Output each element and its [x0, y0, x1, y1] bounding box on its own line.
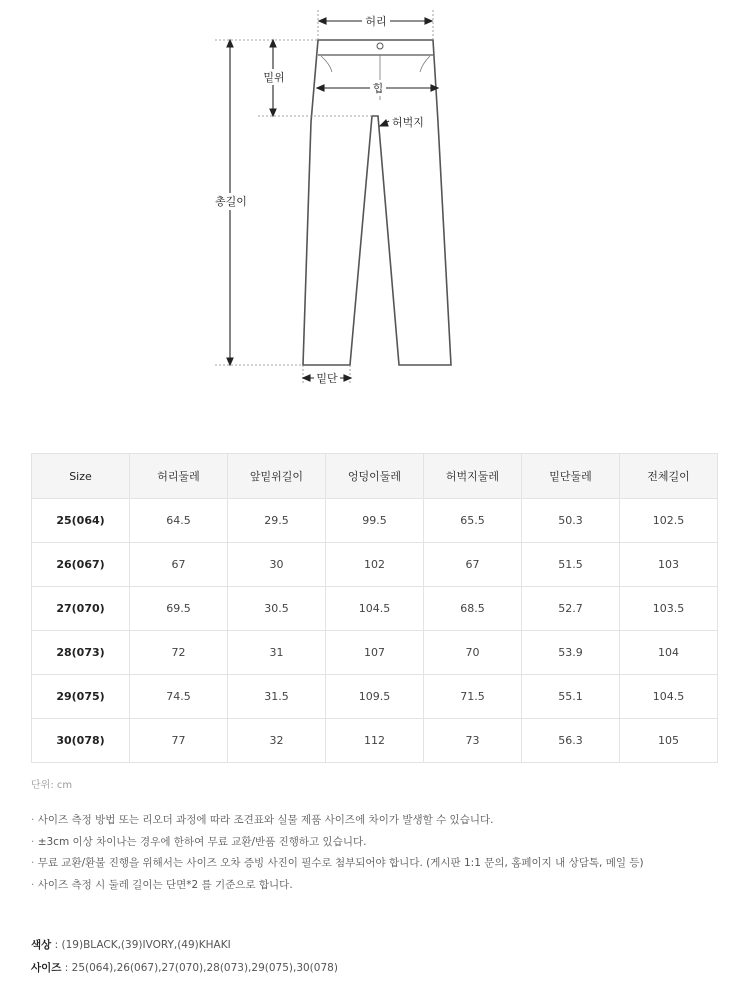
- table-cell: 31: [228, 631, 326, 675]
- size-cell: 27(070): [32, 587, 130, 631]
- note-item: · 무료 교환/환불 진행을 위해서는 사이즈 오차 증빙 사진이 필수로 첨부되어야 합니다. (게시판 1:1 문의, 홈페이지 내 상담톡, 메일 등): [31, 853, 644, 875]
- table-cell: 104.5: [620, 675, 718, 719]
- table-cell: 72: [130, 631, 228, 675]
- size-notes: [31, 810, 644, 896]
- table-row: [32, 587, 718, 631]
- table-cell: 69.5: [130, 587, 228, 631]
- table-row: [32, 499, 718, 543]
- table-cell: 65.5: [424, 499, 522, 543]
- table-cell: 102: [326, 543, 424, 587]
- header-front-rise: 앞밑위길이: [228, 454, 326, 499]
- color-info-value: : (19)BLACK,(39)IVORY,(49)KHAKI: [54, 939, 231, 951]
- size-info: [31, 960, 338, 975]
- hip-label: 힙: [372, 82, 384, 95]
- table-cell: 71.5: [424, 675, 522, 719]
- table-cell: 102.5: [620, 499, 718, 543]
- table-cell: 99.5: [326, 499, 424, 543]
- color-info-label: 색상: [31, 939, 52, 951]
- size-cell: 25(064): [32, 499, 130, 543]
- waist-arrow-right-head: [425, 18, 432, 24]
- note-item: · 사이즈 측정 시 둘레 길이는 단면*2 를 기준으로 합니다.: [31, 875, 644, 897]
- table-cell: 55.1: [522, 675, 620, 719]
- total-length-label: 총길이: [215, 195, 247, 208]
- size-info-value: : 25(064),26(067),27(070),28(073),29(075),30(078): [64, 962, 338, 974]
- table-cell: 56.3: [522, 719, 620, 763]
- table-cell: 77: [130, 719, 228, 763]
- table-cell: 29.5: [228, 499, 326, 543]
- waist-label: 허리: [365, 15, 387, 28]
- table-row: [32, 631, 718, 675]
- table-cell: 74.5: [130, 675, 228, 719]
- table-cell: 103.5: [620, 587, 718, 631]
- size-cell: 30(078): [32, 719, 130, 763]
- header-thigh: 허벅지둘레: [424, 454, 522, 499]
- rise-label: 밑위: [263, 71, 285, 84]
- table-cell: 104.5: [326, 587, 424, 631]
- table-cell: 64.5: [130, 499, 228, 543]
- size-table-header-row: [32, 454, 718, 499]
- note-item: · ±3cm 이상 차이나는 경우에 한하여 무료 교환/반품 진행하고 있습니다.: [31, 832, 644, 854]
- table-cell: 51.5: [522, 543, 620, 587]
- color-info: [31, 937, 231, 952]
- hem-label: 밑단: [316, 372, 338, 385]
- size-cell: 28(073): [32, 631, 130, 675]
- table-cell: 104: [620, 631, 718, 675]
- header-size: Size: [32, 454, 130, 499]
- note-item: · 사이즈 측정 방법 또는 리오더 과정에 따라 조견표와 실물 제품 사이즈에 차이가 발생할 수 있습니다.: [31, 810, 644, 832]
- size-table-wrapper: [31, 453, 718, 763]
- total-length-arrow-bottom-head: [227, 358, 233, 365]
- size-info-label: 사이즈: [31, 962, 62, 974]
- table-cell: 31.5: [228, 675, 326, 719]
- table-cell: 105: [620, 719, 718, 763]
- table-row: [32, 543, 718, 587]
- thigh-label: 허벅지: [392, 116, 424, 129]
- table-row: [32, 719, 718, 763]
- table-cell: 53.9: [522, 631, 620, 675]
- table-cell: 67: [424, 543, 522, 587]
- table-cell: 68.5: [424, 587, 522, 631]
- hem-arrow-left-head: [303, 375, 310, 381]
- rise-arrow-bottom-head: [270, 109, 276, 116]
- waist-arrow-left-head: [319, 18, 326, 24]
- rise-arrow-top-head: [270, 40, 276, 47]
- size-cell: 26(067): [32, 543, 130, 587]
- table-cell: 112: [326, 719, 424, 763]
- pants-measurement-diagram: [0, 0, 750, 400]
- table-cell: 32: [228, 719, 326, 763]
- table-cell: 109.5: [326, 675, 424, 719]
- hem-arrow-right-head: [344, 375, 351, 381]
- size-table: [31, 453, 718, 763]
- size-cell: 29(075): [32, 675, 130, 719]
- total-length-arrow-top-head: [227, 40, 233, 47]
- unit-label: 단위: cm: [31, 780, 73, 791]
- table-cell: 30.5: [228, 587, 326, 631]
- table-cell: 52.7: [522, 587, 620, 631]
- table-cell: 67: [130, 543, 228, 587]
- table-cell: 103: [620, 543, 718, 587]
- table-cell: 30: [228, 543, 326, 587]
- header-total-length: 전체길이: [620, 454, 718, 499]
- table-row: [32, 675, 718, 719]
- table-cell: 70: [424, 631, 522, 675]
- table-cell: 73: [424, 719, 522, 763]
- header-waist: 허리둘레: [130, 454, 228, 499]
- table-cell: 107: [326, 631, 424, 675]
- header-hem: 밑단둘레: [522, 454, 620, 499]
- header-hip: 엉덩이둘레: [326, 454, 424, 499]
- table-cell: 50.3: [522, 499, 620, 543]
